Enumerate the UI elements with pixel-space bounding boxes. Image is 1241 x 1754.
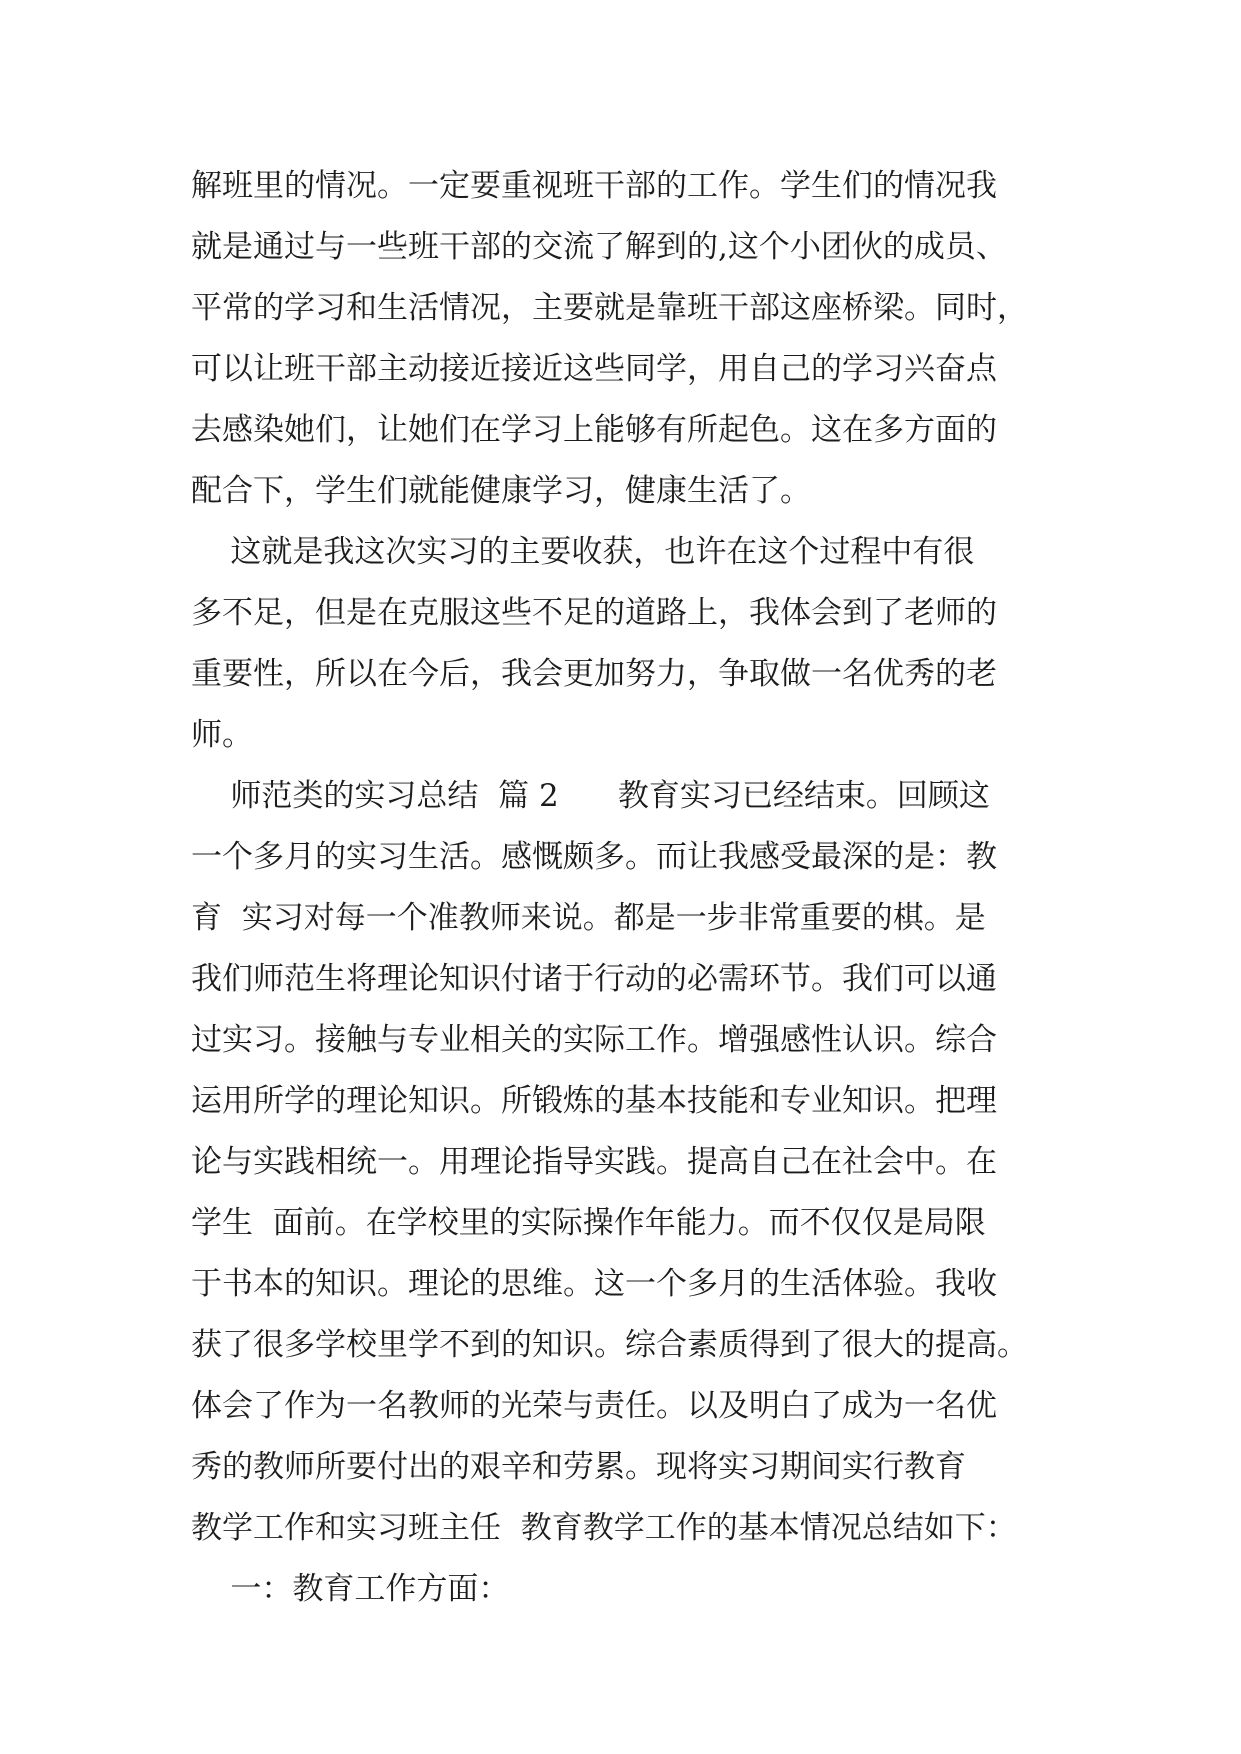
- text-line: 论与实践相统一。用理论指导实践。提高自己在社会中。在: [191, 1144, 997, 1180]
- text-line: 这就是我这次实习的主要收获，也许在这个过程中有很: [191, 534, 975, 570]
- text-line: 秀的教师所要付出的艰辛和劳累。现将实习期间实行教育: [191, 1449, 966, 1485]
- text-line: 过实习。接触与专业相关的实际工作。增强感性认识。综合: [191, 1022, 997, 1058]
- text-line: 去感染她们，让她们在学习上能够有所起色。这在多方面的: [191, 412, 997, 448]
- text-line: 育 实习对每一个准教师来说。都是一步非常重要的棋。是: [191, 900, 986, 936]
- text-line: 学生 面前。在学校里的实际操作年能力。而不仅仅是局限: [191, 1205, 986, 1241]
- section-heading-line: 师范类的实习总结 篇 2 教育实习已经结束。回顾这: [191, 778, 990, 814]
- text-line: 解班里的情况。一定要重视班干部的工作。学生们的情况我: [191, 168, 997, 204]
- text-line: 于书本的知识。理论的思维。这一个多月的生活体验。我收: [191, 1266, 997, 1302]
- body-text: [191, 156, 1111, 1620]
- subheading-line: 一：教育工作方面：: [191, 1571, 510, 1607]
- text-line: 师。: [191, 717, 253, 753]
- text-line: 获了很多学校里学不到的知识。综合素质得到了很大的提高。: [191, 1327, 1028, 1363]
- text-line: 重要性，所以在今后，我会更加努力，争取做一名优秀的老: [191, 656, 997, 692]
- text-line: 配合下，学生们就能健康学习，健康生活了。: [191, 473, 811, 509]
- text-line: 一个多月的实习生活。感慨颇多。而让我感受最深的是：教: [191, 839, 997, 875]
- text-line: 可以让班干部主动接近接近这些同学，用自己的学习兴奋点: [191, 351, 997, 387]
- text-line: 多不足，但是在克服这些不足的道路上，我体会到了老师的: [191, 595, 997, 631]
- text-line: 体会了作为一名教师的光荣与责任。以及明白了成为一名优: [191, 1388, 997, 1424]
- text-line: 就是通过与一些班干部的交流了解到的,这个小团伙的成员、: [191, 229, 1007, 265]
- text-line: 平常的学习和生活情况，主要就是靠班干部这座桥梁。同时，: [191, 290, 1028, 326]
- text-line: 我们师范生将理论知识付诸于行动的必需环节。我们可以通: [191, 961, 997, 997]
- text-line: 教学工作和实习班主任 教育教学工作的基本情况总结如下：: [191, 1510, 1017, 1546]
- text-line: 运用所学的理论知识。所锻炼的基本技能和专业知识。把理: [191, 1083, 997, 1119]
